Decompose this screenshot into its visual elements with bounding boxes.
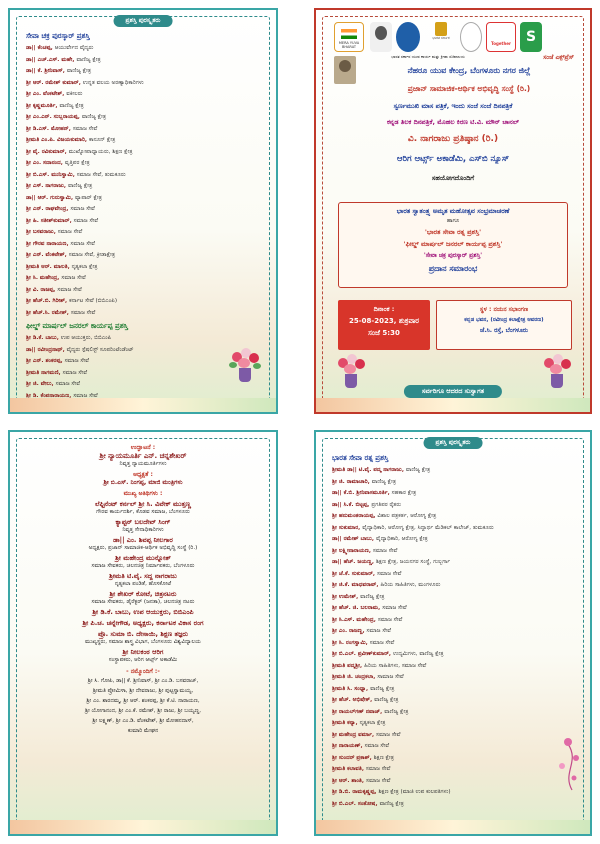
awardee-name: ಶ್ರೀ ಜಿ.ಕೆ. ಮಾಧವರಾವ್, [332, 582, 381, 588]
awardee-name: ಶ್ರೀಮತಿ ಪದ್ಮಶ್ರೀ, [332, 662, 365, 669]
awardee-name: ಡಾ|| ಹೆಚ್. ಜಯಣ್ಣ, [332, 559, 376, 565]
awardee-field: ಸಮಾಜ ಸೇವೆ, ತುಮಕೂರು [76, 171, 126, 178]
field-marshal-list [26, 333, 260, 402]
prajan-line: ಪ್ರಜಾನ್ ಸಾಮಾಜಿಕ-ಆರ್ಥಿಕ ಅಭಿವೃದ್ಧಿ ಸಂಸ್ಥೆ (ರಿ.) [407, 84, 531, 93]
awardee-name: ಶ್ರೀ ಗೌರವ ನಾರಾಯಣ, [26, 240, 71, 247]
awardee-field: ವಕೀಲರು [66, 91, 83, 97]
list-item [26, 379, 260, 391]
nagaraju-trust-line: ವಿ. ನಾಗರಾಜು ಪ್ರತಿಷ್ಠಾನ (ರಿ.) [407, 134, 499, 144]
awardee-field: ವೈದ್ಯಾಧಿಕಾರಿ, ಆರೋಗ್ಯ ಕ್ಷೇತ್ರ [375, 536, 428, 542]
list-item [26, 66, 260, 78]
list-item [332, 523, 574, 535]
awardee-field: ಶಿಕ್ಷಣ ಕ್ಷೇತ್ರ, ಜಯನಗರ ಸಂಸ್ಥೆ, ಗುಲ್ಬರ್ಗಾ [375, 559, 451, 565]
awardee-field: ಶಿಕ್ಷಣ ಕ್ಷೇತ್ರ [373, 754, 394, 761]
list-item [332, 592, 574, 604]
with-us-line: ಶ್ರೀ ಲಕ್ಷ್ಮಣ್, ಶ್ರೀ ಎಂ.ಡಿ. ವೆಂಕಟೇಶ್, ಶ್ರೀ ಮೋಹನದಾಸ್, [92, 718, 194, 724]
awardee-name: ಶ್ರೀ ಡಿ.ಕೆ. ಬಾಬು, [26, 335, 61, 341]
awardee-name: ಡಾ|| ಸಿ.ಕೆ. ಬಿಟ್ಟಪ್ಪ, [332, 501, 372, 508]
awardee-field: ಸಮಾಜ ಸೇವೆ, ಕ್ರೀಡಾಕ್ಷೇತ್ರ [68, 252, 116, 258]
awardee-field: ಸಮಾಜ ಸೇವೆ [70, 206, 95, 212]
list-item [332, 488, 574, 500]
awardee-name: ಶ್ರೀ ಎಂ. ರಾಜಣ್ಣ, [332, 628, 367, 634]
list-item [26, 308, 260, 320]
awardee-field: ಸಮಾಜ ಸೇವೆ [62, 369, 88, 376]
ngo-logo-icon [460, 22, 482, 52]
panel-awardees-seva-chakra [8, 8, 278, 414]
and-line: ಹಾಗೂ [446, 218, 460, 224]
awardee-field: ವಾಣಿಜ್ಯ ಕ್ಷೇತ್ರ [66, 68, 92, 74]
list-item [332, 500, 574, 512]
with-us-line: ಶ್ರೀಮತಿ ಪ್ರೋಮಿಳಾ, ಶ್ರೀ ದೇವರಾಜು, ಶ್ರೀ ಪುಟ್ಟಸ್ವಾಮಯ್ಯ, [92, 688, 194, 694]
mera-yuva-logo-icon: MERA YUVA BHARAT [334, 22, 364, 52]
awardee-field: ಸಾಮಾಜ ಸೇವೆ [377, 674, 404, 680]
with-us-line: ಶ್ರೀ ಎಂ. ಶಾರದಮ್ಮ, ಶ್ರೀ ಆರ್. ಶಂಕರಪ್ಪ, ಶ್ರೀ ಕೆ.ಟಿ. ನಾರಾಯಣ, [86, 698, 200, 704]
list-item [332, 465, 574, 477]
awardee-name: ಡಾ|| ರವೀಂದ್ರನಾಥ್, [26, 346, 67, 353]
list-item [332, 557, 574, 569]
awardee-name: ಶ್ರೀಮತಿ ಎಂ.ಪಿ. ವಿಜಯಕುಮಾರಿ, [26, 137, 89, 143]
awardee-name: ಶ್ರೀ ಉಮೇಶ್, [332, 593, 361, 600]
nyk-line: ನೆಹರೂ ಯುವ ಕೇಂದ್ರ, ಬೆಂಗಳೂರು ನಗರ ಜಿಲ್ಲೆ [407, 66, 531, 75]
with-us-line: ಕುಮಾರಿ ಮೇಘನ [127, 728, 159, 734]
chief-guests-list [26, 500, 260, 664]
awardee-field: ಆಯುರ್ವೇದ ವೈದ್ಯರು [54, 45, 94, 51]
guest-desc: ಸಮಾಜ ಸೇವಕರು, ಡೈರೆಕ್ಟರ್ (ಜನತಾ), ಚಲನಚಿತ್ರ ನಟರು [91, 599, 195, 605]
date-box [338, 300, 430, 350]
panel-invitation-cover [314, 8, 592, 414]
awardee-field: ವಾಣಿಜ್ಯ ಕ್ಷೇತ್ರ [371, 478, 397, 485]
awardee-field: ವಿಶಾಲ ಪತ್ರಕರ್ತ, ಆರೋಗ್ಯ ಕ್ಷೇತ್ರ [377, 513, 437, 519]
awardee-field: ವ್ಯಾಪಾರ್ ಕ್ಷೇತ್ರ [75, 194, 102, 201]
date-label: ದಿನಾಂಕ : [373, 305, 395, 313]
awardee-field: ಸಮಾಜ ಸೇವೆ [372, 547, 398, 554]
panel-awardees-seva-ratna [314, 430, 592, 836]
awardee-field: ಸಮಾಜ ಸೇವೆ [376, 731, 401, 738]
list-item [26, 78, 260, 90]
list-item [332, 718, 574, 730]
bottom-decor-strip [316, 820, 590, 834]
seva-chakra-title: ಸೇವಾ ಚಕ್ರ ಪುರಸ್ಕಾರ್ ಪ್ರಶಸ್ತಿ [26, 32, 90, 40]
sanje-express-logo: ಸಂಜೆ ಎಕ್ಸ್‌ಪ್ರೆಸ್ [543, 54, 574, 61]
awardee-field: ಸಮಾಜ ಸೇವೆ [64, 358, 89, 364]
list-item [26, 239, 260, 251]
awardee-name: ಶ್ರೀ ಕೃಷ್ಣಮೂರ್ತಿ, [26, 102, 60, 109]
awardee-name: ಡಾ|| ಕೆ. ಶ್ರೀನಿವಾಸ್, [26, 68, 67, 74]
awardee-field: ವೈದ್ಯರು ಸ್ಪೆಷಲಿಸ್ಟ್ ಸೂಪರಿಂಟೆಂಡೆಂಟ್ [66, 346, 134, 353]
awardee-field: ವಾಣಿಜ್ಯ ಕ್ಷೇತ್ರ [360, 593, 385, 600]
awardee-name: ಶ್ರೀ ಎಂ. ಸದಾನಂದ, [26, 160, 65, 166]
gov-of-india-emblem: ಭಾರತ ಸರ್ಕಾರ [426, 22, 456, 52]
gov-ministry-text: ಭಾರತ ಸರ್ಕಾರ ಯುವ ಕಾರ್ಯ ಮತ್ತು ಕ್ರೀಡಾ ಸಚಿವಾಲಯ [391, 54, 465, 59]
seva-chakra-award-line: 'ಸೇವಾ ಚಕ್ರ ಪುರಸ್ಕಾರ್ ಪ್ರಶಸ್ತಿ' [423, 252, 483, 259]
list-item [332, 695, 574, 707]
list-item [332, 546, 574, 558]
awardee-name: ಶ್ರೀ ನಾರಾಯಣ್, [332, 743, 365, 749]
awardee-name: ಡಾ|| ಕೆಂಚಪ್ಪ, [26, 45, 55, 51]
list-item [26, 368, 260, 380]
with-us-line: ಶ್ರೀ ಯೋಗಾನಂದ, ಶ್ರೀ ಎಂ.ಕೆ. ರಮೇಶ್, ಶ್ರೀ ರಾಜು, ಶ್ರೀ ಬಯ್ಯಣ್ಣ, [84, 708, 202, 714]
portrait-gandhi-icon [370, 22, 392, 52]
awardee-name: ಶ್ರೀ ಬಿ.ಎಸ್. ಮುನಿಸ್ವಾಮಿ, [26, 171, 77, 178]
guest-name: ಶ್ರೀ ಪಿ.ಚ. ಚನ್ನೇಗೌಡ, ಅಧ್ಯಕ್ಷರು, ಕರ್ನಾಟಕ ವಿಕಾಸ ರಂಗ [82, 619, 204, 627]
awardee-name: ಶ್ರೀ ವಿ. ರಾಜಪ್ಪ, [26, 286, 58, 293]
seva-ratna-title: ಭಾರತ ಸೇವಾ ರತ್ನ ಪ್ರಶಸ್ತಿ [332, 454, 389, 462]
guest-name: ಪ್ರೊ. ಸುಮಾ ಬಿ. ದೇಸಾಯಿ, ಶಿಕ್ಷಣ ತಜ್ಞರು [98, 630, 188, 638]
dignitaries-content [26, 444, 260, 736]
flower-bouquet-right-icon [540, 354, 574, 388]
awardee-field: ಪ್ರಗತಿಪರ ರೈತರು [371, 501, 402, 508]
list-item [26, 147, 260, 159]
list-item [26, 170, 260, 182]
time-value: ಸಂಜೆ 5:30 [368, 329, 400, 337]
awardee-field: ಸಮಾಜ ಸೇವೆ [57, 229, 83, 235]
guest-name: ಶ್ರೀ ಮಹೇಂದ್ರ ಮುನ್ನೋತ್ [115, 554, 171, 562]
guest-desc: ಮುಖ್ಯಸ್ಥರು, ಸಮಾಜ ಶಾಸ್ತ್ರ ವಿಭಾಗ, ಬೆಂಗಳೂರು ವಿಶ್ವವಿದ್ಯಾಲಯ [85, 639, 201, 645]
awardee-name: ಡಾ|| ಆರ್. ಗುರುಸ್ವಾಮಿ, [26, 194, 76, 201]
floral-vine-icon [552, 732, 586, 792]
awardee-field: ವಾಣಿಜ್ಯ ಕ್ಷೇತ್ರ [384, 708, 409, 715]
field-marshal-award-line: 'ಫೀಲ್ಡ್ ಮಾರ್ಷಲ್ ಜನರಲ್ ಕಾರ್ಯಪ್ಪ ಪ್ರಶಸ್ತಿ' [403, 240, 503, 248]
seva-chakra-list [26, 43, 260, 319]
awardee-name: ಶ್ರೀ ಬಿ.ಎಲ್. ಪ್ರವೀಣ್‌ಕುಮಾರ್, [332, 651, 394, 657]
awardee-field: ಸಮಾಜ ಸೇವೆ [369, 639, 395, 646]
bottom-decor-strip [316, 398, 590, 412]
awardee-name: ಶ್ರೀಮತಿ ನಾಗಮಣಿ, [26, 369, 63, 376]
seva-ratna-list [332, 465, 574, 810]
awardee-field: ಸಮಾಜ ಸೇವೆ [376, 570, 402, 577]
amrit-mahotsav-line: ಭಾರತ ಸ್ವಾತಂತ್ರ್ಯ ಅಮೃತ ಮಹೋತ್ಸವ ಸಂಭ್ರಮಾಚರಣೆ [396, 207, 510, 215]
list-item [26, 262, 260, 274]
awardee-name: ಡಾ|| ಕೆ.ಬಿ. ಶ್ರೀನಿವಾಸಮೂರ್ತಿ, [332, 490, 392, 496]
awardee-name: ಶ್ರೀ ಎಸ್. ನಾಗರಾಜು, [26, 183, 68, 189]
bottom-decor-strip [10, 398, 276, 412]
guest-desc: ಸಂಸ್ಥಾಪಕರು, ಆರಿಗ ಆರ್ಟ್ಸ್ ಅಕಾಡೆಮಿ [108, 657, 178, 663]
list-item [332, 799, 574, 811]
awardee-name: ಶ್ರೀಮತಿ ಕಲಾವತಿ, [332, 766, 366, 772]
list-item [26, 124, 260, 136]
awardee-name: ಶ್ರೀ ಹೆಚ್. ಜಿ. ಬಲರಾಮ, [332, 605, 383, 611]
awardee-name: ಶ್ರೀಮತಿ ಜಿ. ಚಂದ್ರಕಲಾ, [332, 674, 378, 680]
list-item [26, 101, 260, 113]
awardee-field: ವಾಣಿಜ್ಯ ಕ್ಷೇತ್ರ [76, 56, 101, 63]
venue-label: ಸ್ಥಳ : ನಯನ ಸಭಾಂಗಣ [479, 306, 529, 313]
with-us-label: - ನಮ್ಮೊಂದಿಗೆ :- [126, 668, 160, 675]
guest-name: ಶ್ರೀ ನೀಲಕಂಠ ಆರಿಗ [122, 648, 164, 656]
list-item [26, 112, 260, 124]
list-item [332, 569, 574, 581]
awardee-field: ವಾಣಿಜ್ಯ ಕ್ಷೇತ್ರ [67, 183, 93, 189]
date-value: 25-08-2023, ಶುಕ್ರವಾರ [348, 317, 420, 325]
welcome-footer: ಸರ್ವರಿಗೂ ಆದರದ ಸುಸ್ವಾಗತ [404, 385, 502, 398]
awardees-header: ಪ್ರಶಸ್ತಿ ಪುರಸ್ಕೃತರು [424, 437, 483, 449]
guest-desc: ಗೌರವ ಕಾರ್ಯದರ್ಶಿ, ಕೊಡವ ಸಮಾಜ, ಬೆಂಗಳೂರು [96, 509, 190, 515]
awardee-field: ಸಮಾಜ ಸೇವೆ [377, 616, 403, 623]
awardee-name: ಶ್ರೀಮತಿ ಡಾ|| ಟಿ.ವೈ. ಪದ್ಮ ನಾಗರಾಜು, [332, 467, 406, 473]
guest-desc: ಅಧ್ಯಕ್ಷರು, ಪ್ರಜಾನ್ ಸಾಮಾಜಿಕ-ಆರ್ಥಿಕ ಅಭಿವೃದ್ಧಿ ಸಂಸ್ಥೆ (ರಿ.) [88, 545, 198, 551]
awardee-name: ಶ್ರೀ ಹೆಚ್.ಬಿ. ಗಿರೀಶ್, [26, 298, 70, 304]
list-item [26, 333, 260, 345]
list-item [332, 603, 574, 615]
list-item [332, 511, 574, 523]
guest-desc: ನಿವೃತ್ತ ಸೇನಾಧಿಕಾರಿಗಳು [122, 527, 164, 533]
list-item [26, 181, 260, 193]
awardee-field: ಮುಖ್ಯೋಪಾಧ್ಯಾಯರು, ಶಿಕ್ಷಣ ಕ್ಷೇತ್ರ [68, 148, 133, 155]
awardee-field: ವಾಣಿಜ್ಯ ಕ್ಷೇತ್ರ [59, 102, 84, 109]
awardee-field: ಸಮಾಜ ಸೇವೆ [72, 125, 98, 132]
awardee-field: ಶಿಕ್ಷಣ ಕ್ಷೇತ್ರ (ಮಾಜಿ ಉಪ ಕುಲಪತಿಗಳು) [378, 789, 451, 795]
flower-bouquet-left-icon [334, 354, 368, 388]
awardee-field: ಸಮಾಜ ಸೇವೆ [365, 766, 391, 772]
awardee-name: ಶ್ರೀ ವೈ. ರವಿಕುಮಾರ್, [26, 148, 69, 155]
list-item [26, 89, 260, 101]
awardee-name: ಶ್ರೀ ಆರ್. ಶಾಂತಿ, [332, 777, 366, 784]
awardee-field: ಹಿರಿಯ ಸಾಹಿತಿಗಳು, ಮಂಗಳೂರು [380, 582, 441, 588]
awardee-name: ಶ್ರೀ ಡಿ. ಕೆಂಪನಾರಾಯಣ, [26, 392, 74, 399]
awardee-name: ಶ್ರೀ ಸಿ.ಎಸ್. ಮಹೇಂದ್ರ, [332, 616, 378, 623]
awardee-field: ಸಹಕಾರ ಕ್ಷೇತ್ರ [391, 490, 417, 496]
awardee-name: ಶ್ರೀ ಸುಂದರ್ ಪ್ರಕಾಶ್, [332, 754, 374, 761]
awardee-field: ಸಮಾಜ ಸೇವೆ [61, 275, 86, 281]
awardee-name: ಶ್ರೀ ಎಂ.ಎನ್. ಸುಬ್ಬರಾಯಪ್ಪ, [26, 114, 82, 120]
list-item [26, 345, 260, 357]
awardee-name: ಶ್ರೀ ಡಿ.ಬಿ. ರಾಮಕೃಷ್ಣಪ್ಪ, [332, 789, 379, 795]
awardee-field: ಸಮಾಜ ಸೇವೆ [365, 777, 391, 784]
list-item [332, 764, 574, 776]
list-item [332, 707, 574, 719]
awardee-name: ಶ್ರೀ ಬಸವರಾಜು, [26, 229, 58, 235]
awardee-field: ಉಪ ಆಯುಕ್ತರು, ಬಿಬಿಎಂಪಿ [60, 335, 112, 341]
president-name: ಶ್ರೀ ಬಿ.ಎಸ್. ನಿಂಗಪ್ಪ, ಮಾಜಿ ಮಂತ್ರಿಗಳು [103, 479, 183, 486]
awardee-field: ಸಮಾಜ ಸೇವೆ [70, 240, 95, 247]
guest-desc: ನೃತ್ಯಕಲಾ ಪಂಡಿತೆ, ಹೊಸಕೋಟೆ [114, 581, 172, 587]
seva-ratna-line: 'ಭಾರತ ಸೇವಾ ರತ್ನ ಪ್ರಶಸ್ತಿ' [424, 228, 482, 236]
guest-desc: ಸಮಾಜ ಸೇವಕರು, ಚಲನಚಿತ್ರ ನಿರ್ಮಾಪಕರು, ಬೆಂಗಳೂರು [91, 563, 195, 569]
panel-dignitaries [8, 430, 278, 836]
awardee-name: ಶ್ರೀ ಮಹೇಂದ್ರ ವರ್ಮಾ, [332, 731, 377, 738]
awardee-field: ನೃತ್ಯಕಲಾ ಕ್ಷೇತ್ರ [71, 263, 98, 270]
with-us-line: ಶ್ರೀ ಸಿ. ಗೋಪಿ, ಡಾ|| ಕೆ. ಶ್ರೀನಿವಾಸ್, ಶ್ರೀ ಎಂ.ಡಿ. ಬಸವರಾಜ್, [87, 678, 199, 684]
venue-building: ಕನ್ನಡ ಭವನ, (ರವೀಂದ್ರ ಕಲಾಕ್ಷೇತ್ರ ಆವರಣ) [464, 317, 544, 323]
awardee-field: ಕಾನೂನ್ ಕ್ಷೇತ್ರ [88, 137, 116, 143]
list-item [332, 649, 574, 661]
list-item [332, 730, 574, 742]
awardee-field: ವಾಣಿಜ್ಯ ಕ್ಷೇತ್ರ [374, 697, 399, 703]
list-item [332, 753, 574, 765]
awardee-name: ಶ್ರೀಮತಿ ಸಿ. ಸಂಧ್ಯಾ, [332, 685, 371, 692]
awardee-name: ಶ್ರೀ ಜೆ.ಕೆ. ಸುಕುಮಾರ್, [332, 570, 377, 577]
inaugurator-desc: ನಿವೃತ್ತ ನ್ಯಾಯಮೂರ್ತಿಗಳು [119, 461, 167, 467]
awardee-field: ಸಮಾಜ ಸೇವೆ [364, 743, 390, 749]
ariga-arts-line: ಆರಿಗ ಆರ್ಟ್ಸ್ ಅಕಾಡೆಮಿ, ಎಸ್‌ಬಿ ನ್ಯೂಸ್ [396, 154, 510, 164]
awardee-name: ಶ್ರೀ ಬಿ.ಎಲ್. ಸಂತೋಷ, [332, 800, 380, 807]
awardee-name: ಶ್ರೀ ರಾಯಲ್‌ಗಣ್ ನವಾಜ್, [332, 708, 385, 715]
awardee-name: ಶ್ರೀ ಹಿ. ಸತೀಶ್‌ಕುಮಾರ್, [26, 217, 74, 224]
emblem-circle-icon [396, 22, 420, 52]
collaboration-line: ಸಹಯೋಗದೊಂದಿಗೆ [431, 174, 475, 182]
flower-bouquet-icon [228, 348, 262, 382]
swarnamukhi-line: ಸ್ವರ್ಣಮುಖಿ ಮಾಸ ಪತ್ರಿಕೆ, ಇಂದು ಸಂಜೆ ಸಂಜೆ ದಿನಪತ್ರಿಕೆ [393, 102, 513, 110]
list-item [26, 227, 260, 239]
list-item [332, 787, 574, 799]
list-item [332, 661, 574, 673]
awardee-field: ಉದ್ಯಮಿಗಳು, ವಾಣಿಜ್ಯ ಕ್ಷೇತ್ರ [393, 651, 444, 657]
guest-name: ಶ್ರೀ ಶೇಖರ್ ಕೋಟೆ, ಚಿತ್ರನಟರು [109, 590, 177, 598]
awardee-field: ವಾಣಿಜ್ಯ ಕ್ಷೇತ್ರ [405, 467, 431, 473]
guest-name: ಶ್ರೀಮತಿ ಟಿ.ವೈ. ಸದ್ದ ನಾಗರಾಜು [109, 572, 177, 580]
awardee-name: ಡಾ|| ಎಚ್.ಎಸ್. ಮಹೇ, [26, 56, 77, 63]
list-item [26, 193, 260, 205]
awardee-field: ಸಮಾಜ ಸೇವೆ [382, 605, 407, 611]
awardee-name: ಶ್ರೀ ಜಿ. ವೇಲು, [26, 381, 56, 387]
awardee-name: ಶ್ರೀ ಡಿ.ಎಸ್. ಮೋಹನ್, [26, 125, 73, 132]
awardee-name: ಶ್ರೀ ಎನ್. ರಾಘವೇಂದ್ರ, [26, 206, 71, 212]
list-item [26, 356, 260, 368]
list-item [332, 638, 574, 650]
awardee-field: ಸಮಾಜ ಸೇವೆ [73, 217, 99, 224]
awardee-name: ಡಾ|| ರಮೇಶ್ ಬಾಬು, [332, 536, 376, 542]
awardee-field: ವಾಣಿಜ್ಯ ಕ್ಷೇತ್ರ [379, 800, 404, 807]
awardee-field: ಸಮಾಜ ಸೇವೆ [366, 628, 391, 634]
awardee-field: ವಾಣಿಜ್ಯ ಕ್ಷೇತ್ರ [81, 114, 107, 120]
list-item [26, 43, 260, 55]
with-us-list [26, 676, 260, 736]
awardee-name: ಶ್ರೀ ಆರ್. ರಮೇಶ್ ಕುಮಾರ್, [26, 79, 83, 86]
awardee-field: ಸಮಾಜ ಸೇವೆ [57, 286, 82, 293]
awardee-field: ವೈದ್ಯಾಧಿಕಾರಿ, ಆರೋಗ್ಯ ಕ್ಷೇತ್ರ, ಸಿದ್ದಾರ್ಥ ಮೆಡಿಕಲ್ ಕಾಲೇಜ್, ತುಮಕೂರು [362, 524, 494, 531]
list-item [26, 204, 260, 216]
awardee-field: ಸಮಾಜ ಸೇವೆ [70, 309, 96, 316]
awardee-field: ಸಮಾಜ ಸೇವೆ [55, 381, 81, 387]
guest-name: ಡಾ|| ಎಂ. ಶಿವಪ್ಪ ನೀಲಗಾರ [113, 536, 173, 544]
venue-road: ಜೆ.ಸಿ. ರಸ್ತೆ, ಬೆಂಗಳೂರು [480, 327, 528, 334]
list-item [332, 684, 574, 696]
list-item [26, 55, 260, 67]
awardee-name: ಶ್ರೀ ಎನ್. ವೆಂಕಟೇಶ್, [26, 252, 69, 258]
list-item [26, 296, 260, 308]
awardee-name: ಶ್ರೀ ಎಂ. ವೆಂಕಟೇಶ್, [26, 91, 67, 97]
list-item [332, 615, 574, 627]
guest-name: ಶ್ರೀ ಡಿ.ಕೆ. ಬಾಬು, ಉಪ ಆಯುಕ್ತರು, ಬಿಬಿಎಂಪಿ [92, 608, 194, 616]
inauguration-label: ಉದ್ಘಾಟನೆ : [130, 444, 156, 451]
field-marshal-portrait-icon [334, 56, 356, 84]
awardee-field: ಉನ್ನತ ವಲಯ ಅರಣ್ಯಾಧಿಕಾರಿಗಳು [82, 79, 144, 86]
together-logo-icon: Together [486, 22, 516, 52]
list-item [26, 216, 260, 228]
awardee-name: ಶ್ರೀ ಸಿ. ಮಹೇಂದ್ರ, [26, 275, 62, 281]
guest-name: ಕ್ಯಾಪ್ಟನ್ ಬಲದೇವ್ ಸಿಂಗ್ [115, 518, 171, 526]
awardee-name: ಶ್ರೀ ಹೆಚ್.ಸಿ. ರಮೇಶ್, [26, 309, 71, 316]
list-item [26, 285, 260, 297]
list-item [332, 477, 574, 489]
awardee-name: ಶ್ರೀ ಎನ್. ಶಂಕರಪ್ಪ, [26, 358, 65, 364]
awardee-field: ವಾಣಿಜ್ಯ ಕ್ಷೇತ್ರ [370, 685, 395, 692]
awardee-field: ವೃತ್ತಿಪರ ಕ್ಷೇತ್ರ [64, 160, 90, 166]
awardees-header: ಪ್ರಶಸ್ತಿ ಪುರಸ್ಕೃತರು [114, 15, 173, 27]
awardee-name: ಶ್ರೀ ಸುಕುಮಾರ, [332, 524, 363, 531]
list-item [26, 273, 260, 285]
awardee-name: ಶ್ರೀಮತಿ ಆರ್. ಮಾಲತಿ, [26, 263, 72, 270]
awardee-field: ಕರ್ನಾಟ ಸೇವೆ (ಬಿಬಿಎಂಪಿ) [69, 298, 118, 304]
awardee-name: ಶ್ರೀ ಹೆಚ್. ಅಭಿಷೇಕ್, [332, 697, 375, 703]
inaugurator-name: ಶ್ರೀ ನ್ಯಾಯಮೂರ್ತಿ ಎನ್. ಚನ್ನಶೇಖರ್ [99, 452, 187, 460]
kannada-tilaka-line: ಕನ್ನಡ ತಿಲಕ ದಿನಪತ್ರಿಕೆ, ಮೊಹಲ ಕಿರಣ ಟಿ.ವಿ. ಮೌನ್ ಚಾನಲ್ [386, 118, 520, 126]
list-item [332, 776, 574, 788]
presidency-label: ಅಧ್ಯಕ್ಷತೆ : [133, 471, 153, 478]
awardee-field: ಹಿರಿಯ ಸಾಹಿತಿಗಳು, ಸಮಾಜ ಸೇವೆ [364, 662, 427, 669]
list-item [332, 534, 574, 546]
seva-chakra-section [26, 30, 260, 402]
awardee-name: ಶ್ರೀಮತಿ ಕನ್ಯಾ, [332, 720, 360, 726]
event-title-box [338, 202, 568, 288]
list-item [332, 741, 574, 753]
awardee-name: ಶ್ರೀ ಜಿ. ರಾಮಾಚಾರಿ, [332, 478, 372, 485]
awardee-name: ಶ್ರೀ ಹನುಮಂತರಾಯಪ್ಪ, [332, 513, 378, 519]
ceremony-line: ಪ್ರದಾನ ಸಮಾರಂಭ [428, 264, 478, 273]
list-item [332, 580, 574, 592]
awardee-field: ಸಮಾಜ ಸೇವೆ [73, 392, 98, 399]
list-item [332, 672, 574, 684]
logo-row [334, 22, 572, 56]
s-logo-icon: S [520, 22, 542, 52]
list-item [26, 158, 260, 170]
list-item [26, 135, 260, 147]
list-item [332, 626, 574, 638]
field-marshal-title: ಫೀಲ್ಡ್ ಮಾರ್ಷಲ್ ಜನರಲ್ ಕಾರ್ಯಪ್ಪ ಪ್ರಶಸ್ತಿ [26, 322, 128, 330]
awardee-field: ನೃತ್ಯಕಲಾ ಕ್ಷೇತ್ರ [359, 720, 386, 726]
chief-guests-label: ಮುಖ್ಯ ಅತಿಥಿಗಳು : [123, 490, 163, 497]
guest-name: ಲೆಫ್ಟಿನೆಂಟ್ ಕರ್ನಲ್ ಶ್ರೀ ಸಿ. ವಿವೇಕ್ ಮುತ್ತಣ್ಣ [94, 500, 192, 508]
awardee-name: ಶ್ರೀ ಸಿ. ರಂಗಸ್ವಾಮಿ, [332, 639, 370, 646]
list-item [26, 250, 260, 262]
seva-ratna-section [332, 452, 574, 810]
venue-box [436, 300, 572, 350]
awardee-name: ಶ್ರೀ ಲಕ್ಷ್ಮೀನಾರಾಯಣ, [332, 547, 373, 554]
bottom-decor-strip [10, 820, 276, 834]
